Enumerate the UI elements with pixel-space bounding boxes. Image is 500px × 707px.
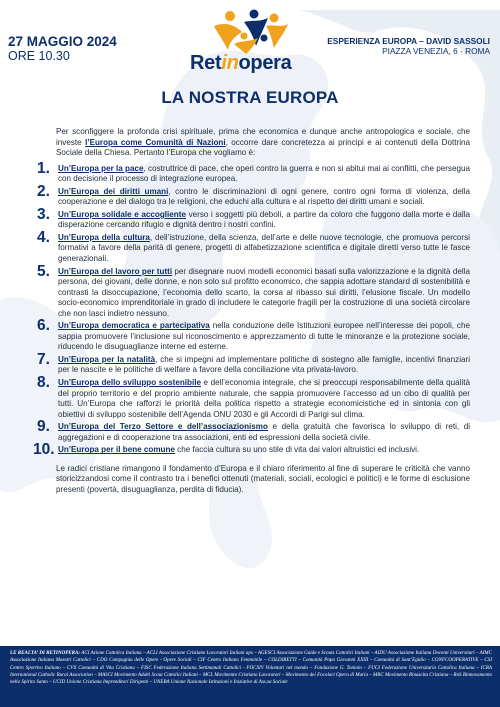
member-organizations-list xyxy=(0,646,500,686)
list-item xyxy=(37,159,470,185)
item-heading: Un’Europa solidale e accogliente xyxy=(58,209,186,219)
footer-text: ACI Azione Cattolica Italiana – ACLI Associazione Cristiane Lavoratori Italiani aps – AGESCI Associazione Guide e Scouts Cattolici Italiani – AIDU Associazione Italiana Docenti Universitari – AIMC Associazione Italiana Maestri Cattolici – CDO Compagnia delle Opere - Opere Sociali – CIF Centro Italiano Femminile – COLDIRETTI – Comunità Papa Giovanni XXIII – Comunità di Sant’Egidio – CONFCOOPERATIVE – CSI Centro Sportivo Italiano – CVX Comunità di Vita Cristiana – FISC Federazione Italiana Settimanali Cattolici - FOCSIV Volontari nel mondo – Fondazione G. Toniolo – FUCI Federazione Universitaria Cattolica Italiana – ICRA International Catholic Rural Association – MASCI Movimento Adulti Scout Cattolici Italiani – MCL Movimento Cristiano Lavoratori – Movimento dei Focolari Opera di Maria – MRC Movimento Rinascita Cristiana – RnS Rinnovamento nello Spirito Santo – UCID Unione Cristiana Imprenditori Dirigenti – UNEBA Unione Nazionale Istituzioni e Iniziative di Ass.za Sociale xyxy=(10,650,493,685)
item-heading: Un’Europa del lavoro per tutti xyxy=(58,266,173,276)
item-text: , costruttrice di pace, che operi contro la guerra e non si abitui mai ai conflitti, che persegua con decisione il processo di integrazione europea. xyxy=(58,163,470,184)
list-item xyxy=(37,205,470,231)
intro-paragraph: Per sconfiggere la profonda crisi spirituale, prima che economica e dunque anche antropologica e sociale, che investe l’Europa come Comunità di Nazioni, occorre dare concretezza ai principi e ai contenuti della Dottrina Sociale della Chiesa. Pertanto l’Europa che vogliamo è: xyxy=(56,127,470,158)
item-text: che faccia cultura su uno stile di vita dai valori altruistici ed inclusivi. xyxy=(174,445,420,455)
footer-lead: LE REALTA’ DI RETINOPERA: xyxy=(10,650,81,656)
list-item xyxy=(37,374,471,420)
event-place: PIAZZA VENEZIA, 6 - ROMA xyxy=(382,46,490,56)
item-heading: Un’Europa della cultura xyxy=(58,232,150,242)
event-name: ESPERIENZA EUROPA – DAVID SASSOLI xyxy=(327,36,490,46)
item-heading: Un’Europa per la natalità xyxy=(58,354,156,364)
retinopera-wordmark: Retinopera xyxy=(190,52,292,74)
list-item xyxy=(37,418,471,443)
item-text: , dell’istruzione, della scienza, dell’arte e delle nuove tecnologie, che promuova percorsi formativi a favore della parità di genere, progetti di alfabetizzazione scientifica e digitale diretti verso tutte le fasce generazionali. xyxy=(58,232,470,264)
item-number: 5. xyxy=(37,262,50,280)
item-number: 2. xyxy=(37,182,50,200)
item-heading: Un’Europa democratica e partecipativa xyxy=(58,321,210,331)
item-heading: Un’Europa per la pace xyxy=(58,163,144,173)
item-number: 6. xyxy=(37,317,50,335)
item-text: per disegnare nuovi modelli economici basati sulla valorizzazione e la dignità della persona, dei giovani, delle donne, e non solo sul profitto economico, che sappia adottare standard di sostenibilità e contrasti la disoccupazione, l’economia dello scarto, la corsa al ribasso sui diritti, l’elusione fiscale. Un modello socio-economico imprenditoriale in grado di includere le categorie fragili per la costruzione di una società circolare che non lasci indietro nessuno. xyxy=(58,266,470,318)
event-date: 27 MAGGIO 2024 xyxy=(8,34,117,49)
item-number: 1. xyxy=(37,159,50,177)
item-number: 10. xyxy=(33,441,55,459)
item-number: 4. xyxy=(37,228,50,246)
document-body xyxy=(33,127,471,496)
event-datetime xyxy=(8,34,117,63)
item-number: 3. xyxy=(37,205,50,223)
item-text: , contro le discriminazioni di ogni genere, contro ogni forma di violenza, della cooperazione e del dialogo tra le religioni, che educhi alla cultura e al rispetto dei diritti umani e sociali. xyxy=(58,186,470,207)
list-item xyxy=(37,228,470,265)
footer-members-band xyxy=(0,646,500,707)
list-item xyxy=(33,441,470,459)
item-text: , che si impegni ad implementare politiche di sostegno alle famiglie, incentivi finanziari per le nascite e le politiche di welfare a favore della conciliazione vita privata-lavoro. xyxy=(58,354,470,375)
item-text: nella conduzione delle Istituzioni europee nell’interesse dei popoli, che sappia promuovere l’inclusione sul riconoscimento e apprezzamento di tutte le minoranze e la protezione sociale, riducendo le disuguaglianze interne ed esterne. xyxy=(58,321,470,352)
item-number: 8. xyxy=(37,374,50,392)
item-text: verso i soggetti più deboli, a partire da coloro che fuggono dalla morte e dalla disperazione cercando rifugio e dignità dentro i nostri confini. xyxy=(58,209,470,230)
list-item xyxy=(37,182,470,208)
list-item xyxy=(37,317,470,353)
list-item xyxy=(37,350,470,376)
item-number: 9. xyxy=(37,418,50,436)
item-heading: Un’Europa per il bene comune xyxy=(58,445,175,455)
event-venue xyxy=(327,36,490,56)
item-heading: Un’Europa del Terzo Settore e dell’associazionismo xyxy=(58,422,268,432)
page-title: LA NOSTRA EUROPA xyxy=(161,88,339,107)
item-text: e dell’economia integrale, che si preoccupi responsabilmente della qualità del proprio territorio e del proprio ambiente naturale, che sappia promuovere l’accesso ad un cibo di qualità per tutti. Un’Europa che rafforzi le priorità della politica rispetto a strategie economicistiche ed in sintonia con gli obiettivi di sviluppo sostenibile dell’Agenda ONU 2030 e gli Accordi di Parigi sul clima. xyxy=(58,378,471,419)
item-text: e della gratuità che favorisca lo sviluppo di reti, di aggregazioni e di cooperazione tra associazioni, enti ed espressioni della società civile. xyxy=(58,422,471,442)
item-heading: Un’Europa dello sviluppo sostenibile xyxy=(58,378,201,388)
closing-paragraph: Le radici cristiane rimangono il fondamento d’Europa e il chiaro riferimento al fine di superare le criticità che vanno storicizzandosi come il contrasto tra i benefici ottenuti (materiali, sociali, ecologici e politici) e le forme di esclusione presenti (povertà, disuguaglianza, perdita di fiducia). xyxy=(56,463,470,494)
item-number: 7. xyxy=(37,350,50,368)
event-time: ORE 10.30 xyxy=(8,49,70,63)
item-heading: Un’Europa dei diritti umani xyxy=(58,186,169,196)
list-item xyxy=(37,262,470,320)
